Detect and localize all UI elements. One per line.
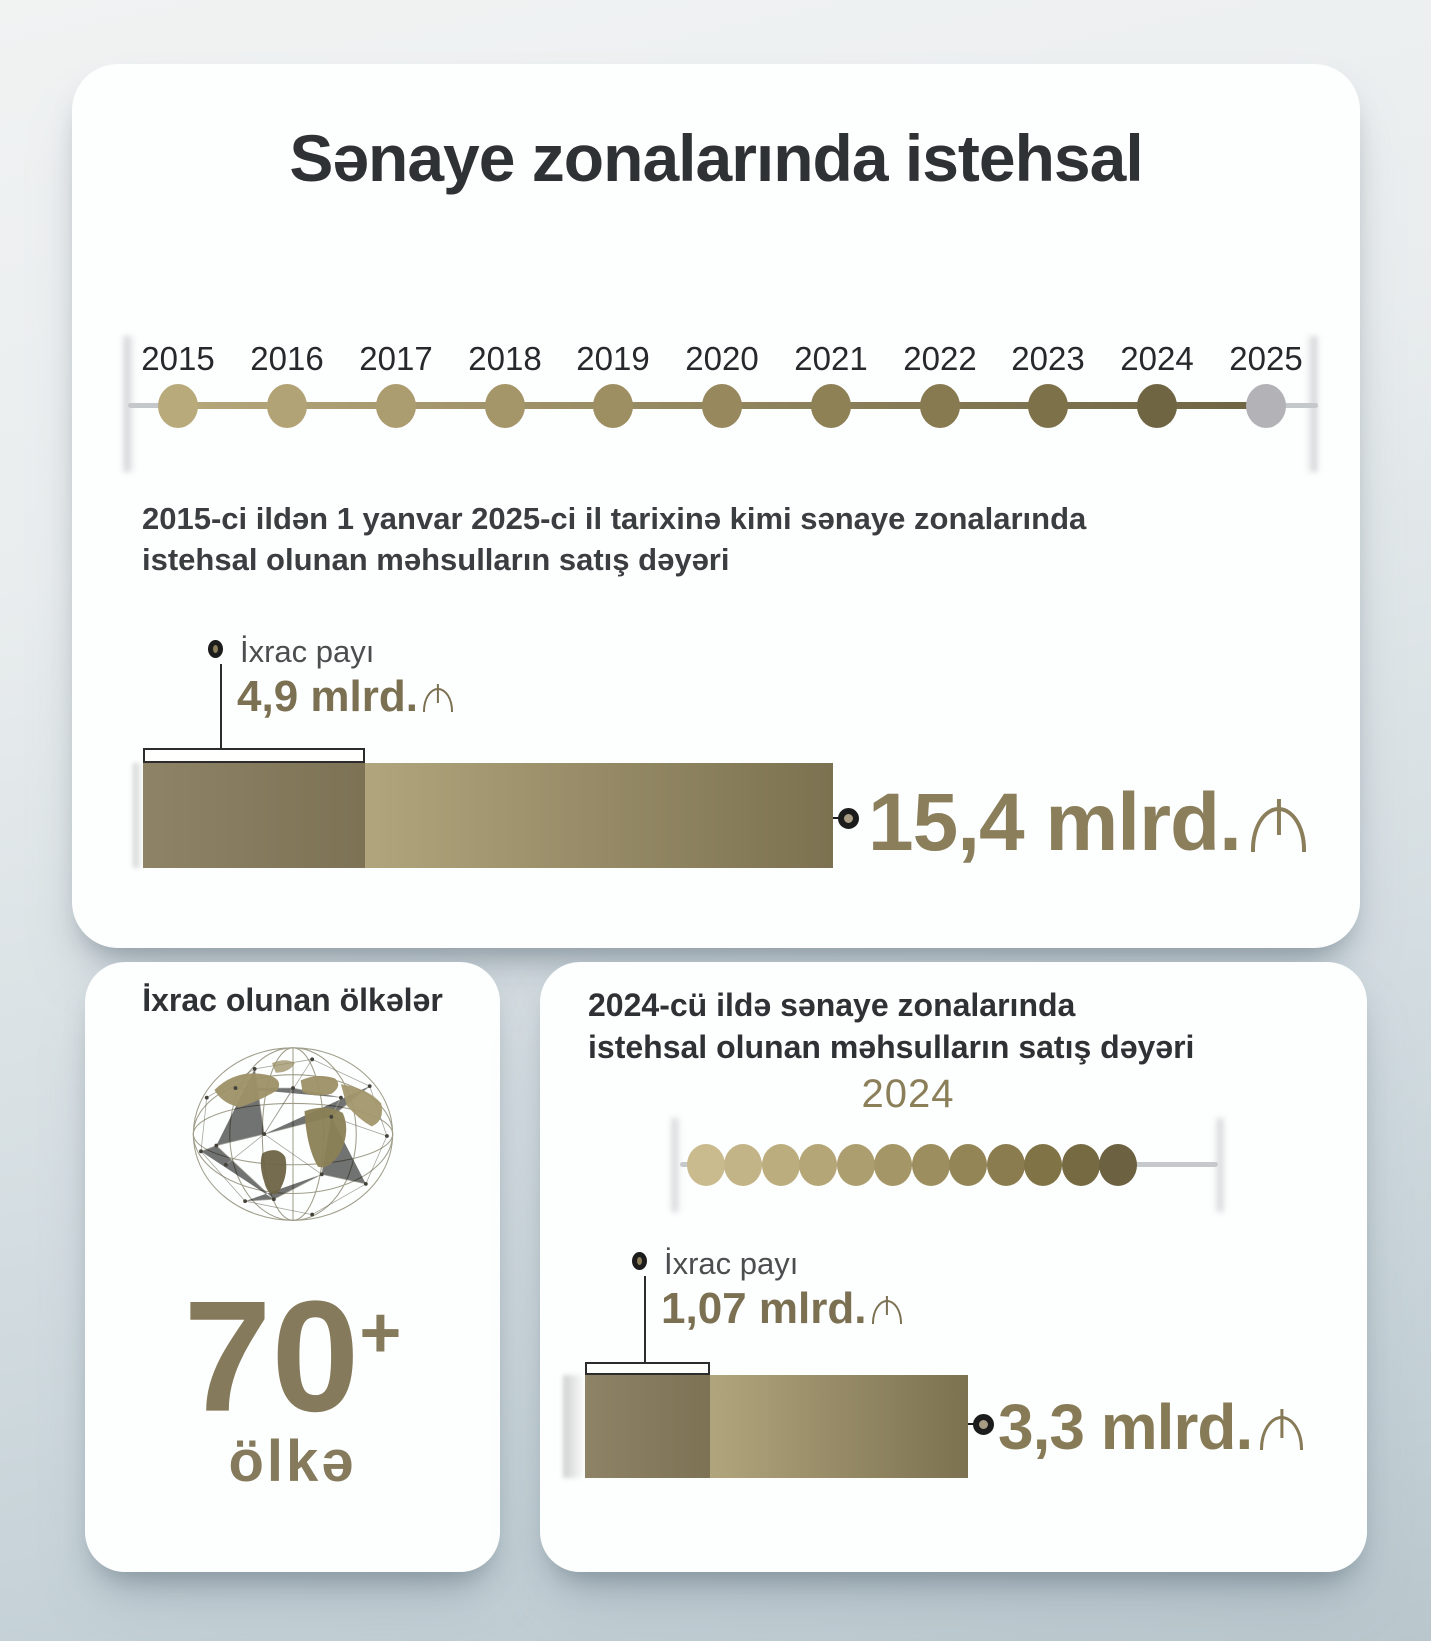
- export-countries-unit: ölkə: [228, 1429, 357, 1494]
- bar-left-shadow-2024: [563, 1375, 585, 1478]
- timeline-dot-2022: [920, 384, 960, 428]
- timeline-year-2025: 2025: [1229, 340, 1303, 377]
- timeline-year-2018: 2018: [468, 340, 542, 377]
- export-share-value-2024: 1,07 mlrd.: [661, 1284, 902, 1334]
- export-callout-dot: [208, 640, 223, 658]
- month-dot-5: [837, 1144, 875, 1186]
- timeline-year-2020: 2020: [685, 340, 759, 377]
- month-dot-7: [912, 1144, 950, 1186]
- period-description-line2: istehsal olunan məhsulların satış dəyəri: [142, 542, 730, 577]
- year-2024-title: [588, 984, 1348, 1068]
- timeline-year-2021: 2021: [794, 340, 868, 377]
- timeline-dot-2017: [376, 384, 416, 428]
- export-callout-dot-2024: [632, 1252, 647, 1270]
- total-bar-segment-2024: [710, 1375, 968, 1478]
- manat-sign-icon: [423, 688, 453, 711]
- timeline-year-2024: 2024: [1120, 340, 1194, 377]
- manat-sign-icon: [872, 1300, 902, 1323]
- year-2024-title-line1: 2024-cü ildə sənaye zonalarında: [588, 987, 1076, 1023]
- total-connector-dot: [838, 808, 859, 829]
- export-countries-title: İxrac olunan ölkələr: [142, 982, 443, 1018]
- export-countries-count: 70+: [183, 1268, 402, 1445]
- month-dot-12: [1099, 1144, 1137, 1186]
- export-share-label: İxrac payı: [240, 634, 375, 669]
- period-description-line1: 2015-ci ildən 1 yanvar 2025-ci il tarixinə kimi sənaye zonalarında: [142, 501, 1087, 536]
- export-callout-line-2024: [644, 1276, 646, 1362]
- month-dot-8: [949, 1144, 987, 1186]
- manat-sign-icon: [1251, 807, 1307, 850]
- timeline-year-2017: 2017: [359, 340, 433, 377]
- total-sales-value-2024: 3,3 mlrd.: [998, 1390, 1303, 1464]
- month-dot-3: [762, 1144, 800, 1186]
- plus-sign: +: [359, 1293, 402, 1373]
- year-2024-label: 2024: [861, 1072, 955, 1116]
- timeline-dot-2018: [485, 384, 525, 428]
- manat-sign-icon: [1260, 1416, 1304, 1449]
- globe-wireframe-icon: [178, 1028, 408, 1244]
- bar-left-shadow: [133, 763, 143, 868]
- timeline-year-2023: 2023: [1011, 340, 1085, 377]
- month-dot-10: [1024, 1144, 1062, 1186]
- month-dot-6: [874, 1144, 912, 1186]
- timeline-dot-2025: [1246, 384, 1286, 428]
- period-description: [142, 498, 1202, 580]
- month-dot-11: [1062, 1144, 1100, 1186]
- timeline-dot-2015: [158, 384, 198, 428]
- timeline-year-2015: 2015: [141, 340, 215, 377]
- timeline-dot-2023: [1028, 384, 1068, 428]
- page-title: Sənaye zonalarında istehsal: [289, 121, 1143, 195]
- year-2024-title-line2: istehsal olunan məhsulların satış dəyəri: [588, 1029, 1195, 1065]
- timeline-dot-2024: [1137, 384, 1177, 428]
- timeline-dot-2019: [593, 384, 633, 428]
- timeline-dot-2021: [811, 384, 851, 428]
- month-dot-2: [724, 1144, 762, 1186]
- export-segment-bracket-2024: [585, 1362, 710, 1375]
- month-dot-1: [687, 1144, 725, 1186]
- timeline-dot-2020: [702, 384, 742, 428]
- month-dot-9: [987, 1144, 1025, 1186]
- timeline-year-2016: 2016: [250, 340, 324, 377]
- timeline-dot-2016: [267, 384, 307, 428]
- timeline-year-2019: 2019: [576, 340, 650, 377]
- timeline-year-2022: 2022: [903, 340, 977, 377]
- export-bar-segment: [143, 763, 365, 868]
- total-sales-value: 15,4 mlrd.: [868, 776, 1306, 870]
- total-connector-dot-2024: [973, 1414, 994, 1435]
- export-segment-bracket: [143, 748, 365, 763]
- export-callout-line: [220, 664, 222, 748]
- export-bar-segment-2024: [585, 1375, 710, 1478]
- total-bar-segment: [365, 763, 833, 868]
- export-share-value: 4,9 mlrd.: [237, 672, 453, 722]
- month-dot-4: [799, 1144, 837, 1186]
- export-share-label-2024: İxrac payı: [664, 1246, 799, 1281]
